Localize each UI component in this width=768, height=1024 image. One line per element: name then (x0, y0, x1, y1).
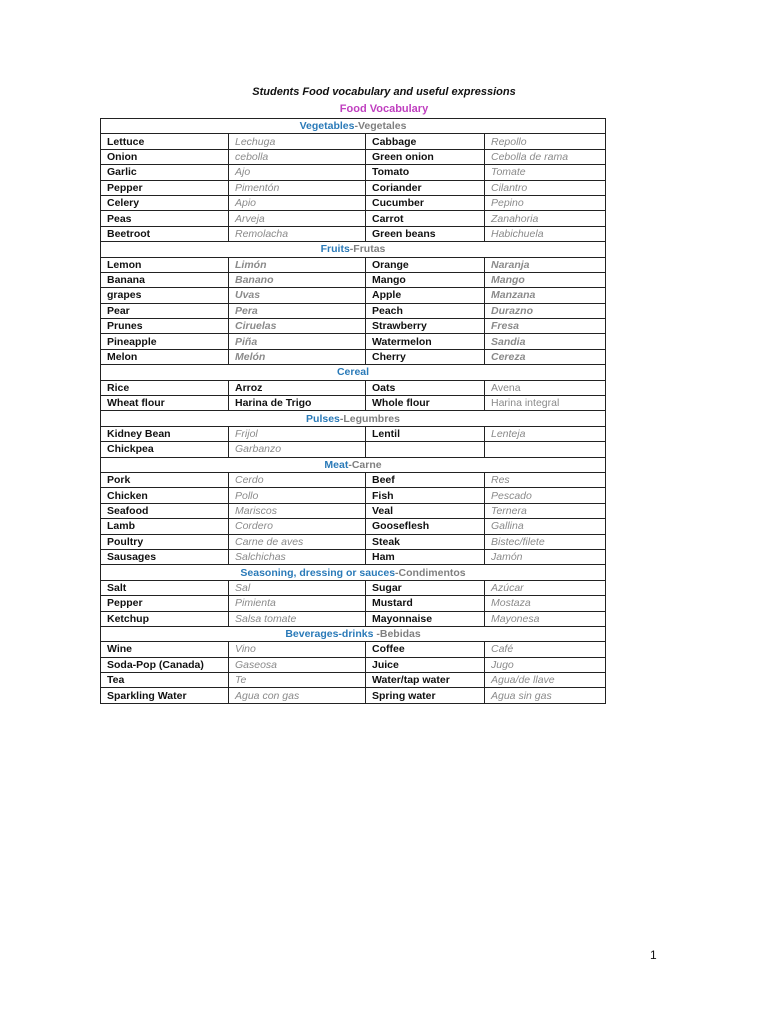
table-row (101, 488, 606, 503)
english-term: Peas (101, 211, 229, 226)
table-row (101, 165, 606, 180)
english-term: Pineapple (101, 334, 229, 349)
english-term: Cherry (366, 349, 485, 364)
spanish-term: Te (229, 673, 366, 688)
section-title-english: Cereal (336, 366, 370, 379)
english-term: Lemon (101, 257, 229, 272)
section-header-cereal (101, 365, 606, 380)
english-term: Coriander (366, 180, 485, 195)
english-term: Lamb (101, 519, 229, 534)
table-row (101, 380, 606, 395)
english-term: Oats (366, 380, 485, 395)
section-title-spanish: -Vegetales (354, 120, 407, 133)
spanish-term (485, 442, 606, 457)
english-term: Pear (101, 303, 229, 318)
english-term: Spring water (366, 688, 485, 703)
table-row (101, 442, 606, 457)
spanish-term: Tomate (485, 165, 606, 180)
spanish-term: Mostaza (485, 596, 606, 611)
section-title (101, 565, 606, 580)
spanish-term: Pera (229, 303, 366, 318)
english-term: Seafood (101, 503, 229, 518)
spanish-term: Mayonesa (485, 611, 606, 626)
spanish-term: Piña (229, 334, 366, 349)
spanish-term: Cordero (229, 519, 366, 534)
section-title-english: Beverages-drinks (285, 628, 377, 641)
spanish-term: Naranja (485, 257, 606, 272)
english-term: Sugar (366, 580, 485, 595)
english-term: Soda-Pop (Canada) (101, 657, 229, 672)
spanish-term: Pollo (229, 488, 366, 503)
section-header-seasoning (101, 565, 606, 580)
spanish-term: cebolla (229, 149, 366, 164)
spanish-term: Vino (229, 642, 366, 657)
spanish-term: Pescado (485, 488, 606, 503)
spanish-term: Apio (229, 195, 366, 210)
table-row (101, 303, 606, 318)
spanish-term: Jamón (485, 549, 606, 564)
english-term: Green onion (366, 149, 485, 164)
section-title (101, 242, 606, 257)
section-title (101, 457, 606, 472)
spanish-term: Mango (485, 272, 606, 287)
spanish-term: Pimienta (229, 596, 366, 611)
table-row (101, 596, 606, 611)
english-term: Mayonnaise (366, 611, 485, 626)
english-term: Cucumber (366, 195, 485, 210)
spanish-term: Agua/de llave (485, 673, 606, 688)
english-term: Garlic (101, 165, 229, 180)
spanish-term: Ajo (229, 165, 366, 180)
page-number: 1 (650, 948, 657, 962)
english-term: Poultry (101, 534, 229, 549)
section-title-english: Pulses (306, 412, 340, 425)
table-row (101, 534, 606, 549)
spanish-term: Harina de Trigo (229, 396, 366, 411)
english-term: Fish (366, 488, 485, 503)
table-row (101, 134, 606, 149)
spanish-term: Cereza (485, 349, 606, 364)
table-row (101, 349, 606, 364)
spanish-term: Harina integral (485, 396, 606, 411)
section-title (101, 365, 606, 380)
spanish-term: Gaseosa (229, 657, 366, 672)
spanish-term: Pepino (485, 195, 606, 210)
english-term: Peach (366, 303, 485, 318)
table-row (101, 688, 606, 703)
english-term: Coffee (366, 642, 485, 657)
table-row (101, 257, 606, 272)
table-row (101, 149, 606, 164)
spanish-term: Avena (485, 380, 606, 395)
english-term (366, 442, 485, 457)
spanish-term: Repollo (485, 134, 606, 149)
spanish-term: Remolacha (229, 226, 366, 241)
table-row (101, 272, 606, 287)
english-term: Carrot (366, 211, 485, 226)
english-term: Orange (366, 257, 485, 272)
section-header-meat (101, 457, 606, 472)
section-header-vegetables (101, 119, 606, 134)
english-term: Pork (101, 472, 229, 487)
english-term: Apple (366, 288, 485, 303)
spanish-term: Ternera (485, 503, 606, 518)
table-row (101, 519, 606, 534)
spanish-term: Gallina (485, 519, 606, 534)
table-row (101, 226, 606, 241)
spanish-term: Zanahoria (485, 211, 606, 226)
english-term: Steak (366, 534, 485, 549)
english-term: Strawberry (366, 319, 485, 334)
table-row (101, 503, 606, 518)
table-row (101, 211, 606, 226)
spanish-term: Bistec/filete (485, 534, 606, 549)
spanish-term: Café (485, 642, 606, 657)
spanish-term: Sandia (485, 334, 606, 349)
english-term: Ham (366, 549, 485, 564)
spanish-term: Cebolla de rama (485, 149, 606, 164)
spanish-term: Azúcar (485, 580, 606, 595)
spanish-term: Habichuela (485, 226, 606, 241)
table-row (101, 396, 606, 411)
spanish-term: Frijol (229, 426, 366, 441)
english-term: Juice (366, 657, 485, 672)
document-title: Students Food vocabulary and useful expressions (252, 86, 516, 98)
english-term: Melon (101, 349, 229, 364)
english-term: Beetroot (101, 226, 229, 241)
table-row (101, 180, 606, 195)
spanish-term: Limón (229, 257, 366, 272)
table-row (101, 472, 606, 487)
english-term: Rice (101, 380, 229, 395)
section-title-spanish: -Frutas (349, 243, 386, 256)
spanish-term: Garbanzo (229, 442, 366, 457)
spanish-term: Ciruelas (229, 319, 366, 334)
table-row (101, 580, 606, 595)
section-title-spanish: -Bebidas (376, 628, 421, 641)
english-term: Prunes (101, 319, 229, 334)
english-term: Cabbage (366, 134, 485, 149)
english-term: Ketchup (101, 611, 229, 626)
spanish-term: Jugo (485, 657, 606, 672)
spanish-term: Salchichas (229, 549, 366, 564)
section-title (101, 411, 606, 426)
section-title (101, 119, 606, 134)
english-term: Salt (101, 580, 229, 595)
english-term: Mustard (366, 596, 485, 611)
english-term: Wine (101, 642, 229, 657)
english-term: grapes (101, 288, 229, 303)
english-term: Mango (366, 272, 485, 287)
english-term: Whole flour (366, 396, 485, 411)
document-subtitle: Food Vocabulary (339, 103, 429, 115)
section-title-english: Seasoning, dressing or sauces (240, 566, 396, 579)
english-term: Wheat flour (101, 396, 229, 411)
english-term: Watermelon (366, 334, 485, 349)
section-title (101, 626, 606, 641)
table-row (101, 673, 606, 688)
english-term: Celery (101, 195, 229, 210)
table-row (101, 549, 606, 564)
spanish-term: Arveja (229, 211, 366, 226)
spanish-term: Arroz (229, 380, 366, 395)
section-title-spanish: -Legumbres (339, 412, 400, 425)
english-term: Kidney Bean (101, 426, 229, 441)
section-title-spanish: -Condimentos (395, 566, 466, 579)
table-row (101, 426, 606, 441)
english-term: Pepper (101, 596, 229, 611)
spanish-term: Durazno (485, 303, 606, 318)
english-term: Chickpea (101, 442, 229, 457)
table-row (101, 334, 606, 349)
english-term: Chicken (101, 488, 229, 503)
spanish-term: Cerdo (229, 472, 366, 487)
section-header-fruits (101, 242, 606, 257)
spanish-term: Uvas (229, 288, 366, 303)
english-term: Sparkling Water (101, 688, 229, 703)
english-term: Tomato (366, 165, 485, 180)
english-term: Lentil (366, 426, 485, 441)
table-row (101, 319, 606, 334)
section-header-pulses (101, 411, 606, 426)
vocabulary-table (100, 118, 606, 704)
spanish-term: Cilantro (485, 180, 606, 195)
english-term: Water/tap water (366, 673, 485, 688)
spanish-term: Carne de aves (229, 534, 366, 549)
table-row (101, 611, 606, 626)
spanish-term: Pimentón (229, 180, 366, 195)
english-term: Sausages (101, 549, 229, 564)
table-row (101, 195, 606, 210)
spanish-term: Melón (229, 349, 366, 364)
spanish-term: Agua con gas (229, 688, 366, 703)
english-term: Green beans (366, 226, 485, 241)
english-term: Tea (101, 673, 229, 688)
english-term: Gooseflesh (366, 519, 485, 534)
table-row (101, 657, 606, 672)
spanish-term: Fresa (485, 319, 606, 334)
section-title-english: Fruits (320, 243, 350, 256)
english-term: Beef (366, 472, 485, 487)
spanish-term: Lenteja (485, 426, 606, 441)
spanish-term: Agua sin gas (485, 688, 606, 703)
spanish-term: Salsa tomate (229, 611, 366, 626)
english-term: Banana (101, 272, 229, 287)
spanish-term: Sal (229, 580, 366, 595)
section-title-spanish: -Carne (348, 458, 382, 471)
spanish-term: Lechuga (229, 134, 366, 149)
spanish-term: Manzana (485, 288, 606, 303)
spanish-term: Mariscos (229, 503, 366, 518)
table-row (101, 642, 606, 657)
english-term: Veal (366, 503, 485, 518)
section-title-english: Meat (324, 458, 349, 471)
section-title-english: Vegetables (299, 120, 355, 133)
english-term: Lettuce (101, 134, 229, 149)
spanish-term: Res (485, 472, 606, 487)
spanish-term: Banano (229, 272, 366, 287)
english-term: Pepper (101, 180, 229, 195)
section-header-beverages (101, 626, 606, 641)
table-row (101, 288, 606, 303)
english-term: Onion (101, 149, 229, 164)
